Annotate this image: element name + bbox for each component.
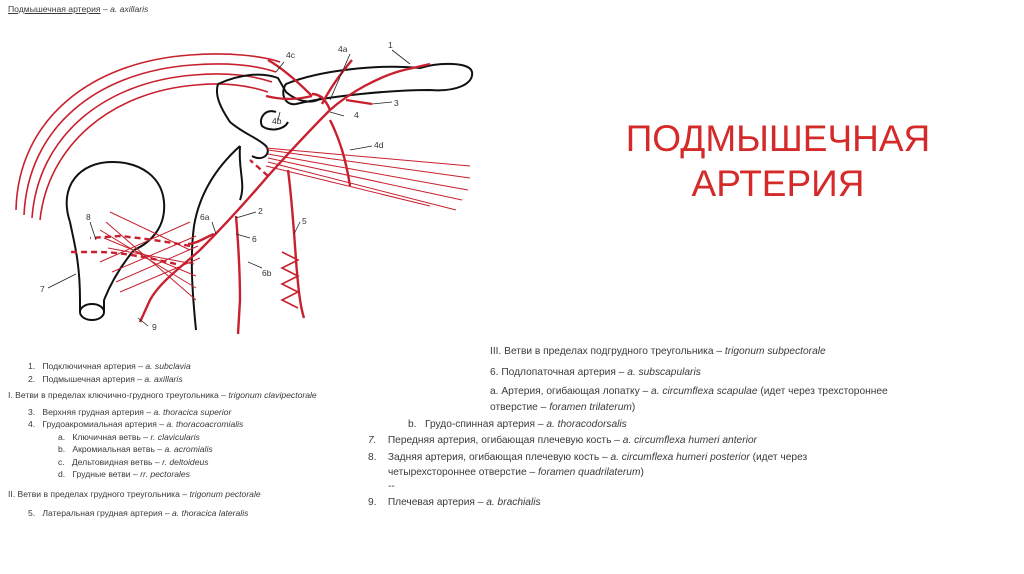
label-9: 9 [152,322,157,332]
caption-name: Подмышечная артерия [8,4,101,14]
artery-tree [70,60,430,334]
label-4b: 4b [272,116,282,126]
label-7: 7 [40,284,45,294]
list-item-4c: c. Дельтовидная ветвь – r. deltoideus [58,457,209,467]
label-2: 2 [258,206,263,216]
diagram-caption: Подмышечная артерия – a. axillaris [8,4,149,14]
superior-thoracic-branch [346,100,372,104]
label-8: 8 [86,212,91,222]
section-2-heading: II. Ветви в пределах грудного треугольника – trigonum pectorale [8,489,261,499]
arm-muscle-fibers [100,212,200,300]
thoracodorsal-zigzag [282,252,298,308]
label-6b: 6b [262,268,272,278]
list-dashes: -- [388,481,395,492]
list-item-4: 4. Грудоакромиальная артерия – a. thoracoacromialis [28,419,244,429]
list-item-6b: b. Грудо-спинная артерия – a. thoracodorsalis [408,419,627,430]
acromial-branch [266,96,312,99]
label-4d: 4d [374,140,384,150]
list-item-7: 7. Передняя артерия, огибающая плечевую кость – a. circumflexa humeri anterior [368,435,757,446]
list-item-9: 9. Плечевая артерия – a. brachialis [368,497,541,508]
artery-dashed-segment [250,160,268,176]
list-item-6a-line-2: отверстие – foramen trilaterum) [490,402,636,413]
list-item-5: 5. Латеральная грудная артерия – a. thoracica lateralis [28,508,249,518]
axillary-artery-diagram [0,0,480,340]
list-item-8-line-2: четырехстороннее отверстие – foramen quadrilaterum) [388,467,644,478]
bone-outlines [67,64,472,330]
section-1-heading: I. Ветви в пределах ключично-грудного треугольника – trigonum clavipectorale [8,390,317,400]
section-3-heading: III. Ветви в пределах подгрудного треугольника – trigonum subpectorale [490,346,826,357]
pectoral-branch [330,120,350,186]
list-item-1: 1. Подключичная артерия – a. subclavia [28,361,191,371]
caption-latin: a. axillaris [110,4,149,14]
title-line-2: АРТЕРИЯ [691,163,865,204]
slide-title [600,116,956,206]
label-4c: 4c [286,50,295,60]
deltoid-muscle-arcs [16,54,280,220]
pectoral-fibers [266,148,470,210]
label-3: 3 [394,98,399,108]
label-4a: 4a [338,44,348,54]
list-item-4d: d. Грудные ветви – rr. pectorales [58,469,190,479]
label-1: 1 [388,40,393,50]
label-6: 6 [252,234,257,244]
list-item-4b: b. Акромиальная ветвь – a. acromialis [58,444,213,454]
list-item-2: 2. Подмышечная артерия – a. axillaris [28,374,183,384]
list-item-3: 3. Верхняя грудная артерия – a. thoracica superior [28,407,232,417]
list-item-8-line-1: 8. Задняя артерия, огибающая плечевую кость – a. circumflexa humeri posterior (идет через [368,452,808,463]
list-item-6a-line-1: a. Артерия, огибающая лопатку – a. circumflexa scapulae (идет через трехстороннее [490,386,888,397]
label-6a: 6a [200,212,210,222]
label-4: 4 [354,110,359,120]
label-5: 5 [302,216,307,226]
list-item-4a: a. Ключичная ветвь – r. clavicularis [58,432,200,442]
title-line-1: ПОДМЫШЕЧНАЯ [625,118,931,159]
list-item-6: 6. Подлопаточная артерия – a. subscapularis [490,367,701,378]
subscapular-artery [236,216,240,334]
